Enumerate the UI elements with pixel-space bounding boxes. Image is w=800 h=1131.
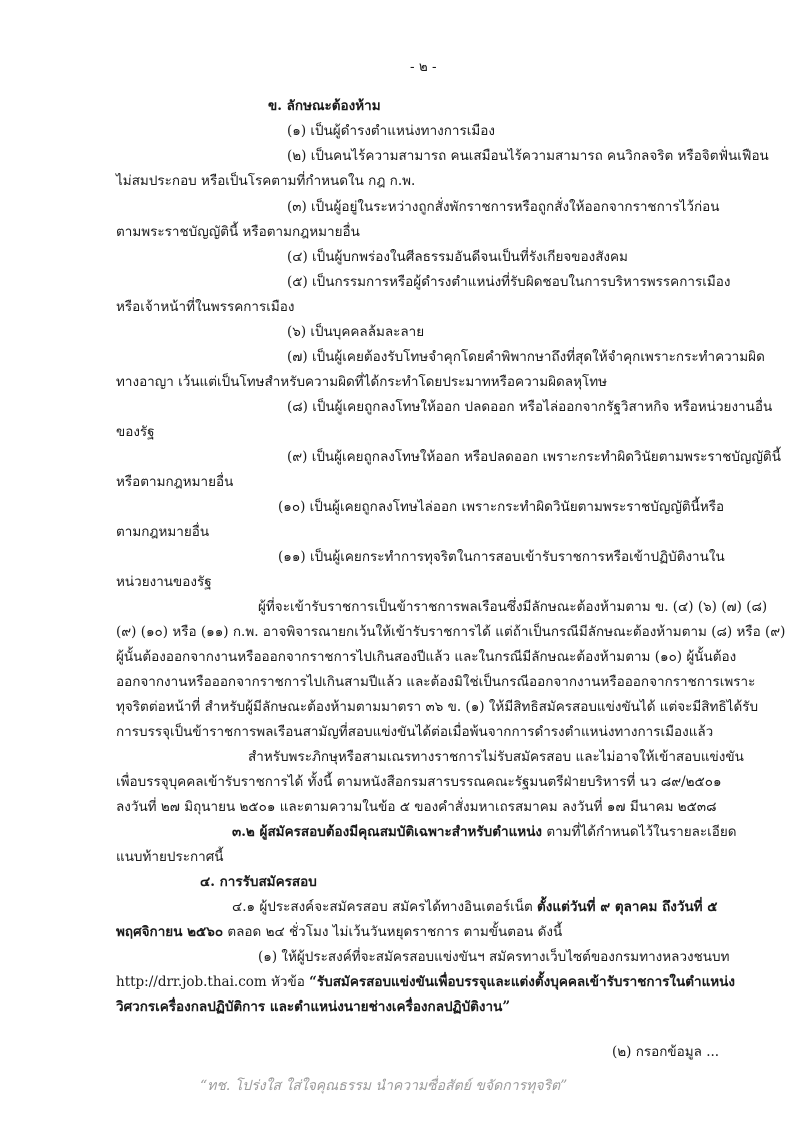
section-3-2-line-2: แนบท้ายประกาศนี้ [116,849,224,865]
exemption-para-line-6: การบรรจุเป็นข้าราชการพลเรือนสามัญที่สอบแข่งขันได้ต่อเมื่อพ้นจากการดำรงตำแหน่งทางการเมืองแล้ว [116,724,714,740]
section-4-1-line-1 [232,898,718,916]
item-5-line-1: (๕) เป็นกรรมการหรือผู้ดำรงตำแหน่งที่รับผิดชอบในการบริหารพรรคการเมือง [287,274,731,290]
item-10-line-2: ตามกฎหมายอื่น [116,524,210,540]
section-3-2-line-1 [232,823,737,841]
section-4-heading: ๔. การรับสมัครสอบ [200,874,317,890]
monk-para-line-2: เพื่อบรรจุบุคคลเข้ารับราชการได้ ทั้งนี้ ตามหนังสือกรมสารบรรณคณะรัฐมนตรีฝ่ายบริหารที่ นว ๘๙/๒๕๐๑ [116,774,722,790]
item-4: (๔) เป็นผู้บกพร่องในศีลธรรมอันดีจนเป็นที่รังเกียจของสังคม [287,249,628,265]
monk-para-line-3: ลงวันที่ ๒๗ มิถุนายน ๒๕๐๑ และตามความในข้อ ๕ ของคำสั่งมหาเถรสมาคม ลงวันที่ ๑๗ มีนาคม ๒๕๓๘ [116,799,717,815]
website-link[interactable]: http://drr.job.thai.com [116,974,267,990]
section-4-1-1-line-3: วิศวกรเครื่องกลปฏิบัติการ และตำแหน่งนายช่างเครื่องกลปฏิบัติงาน” [116,999,511,1015]
footer-slogan: “ทช. โปร่งใส ใส่ใจคุณธรรม นำความซื่อสัตย์ ขจัดการทุจริต” [200,1078,568,1094]
section-4-1-line-2 [116,923,562,941]
item-9-line-1: (๙) เป็นผู้เคยถูกลงโทษให้ออก หรือปลดออก เพราะกระทำผิดวินัยตามพระราชบัญญัตินี้ [287,449,781,465]
section-4-1-end-date: พฤศจิกายน ๒๕๖๐ [116,924,224,940]
section-3-2-heading: ๓.๒ ผู้สมัครสอบต้องมีคุณสมบัติเฉพาะสำหรับตำแหน่ง [232,824,543,840]
section-4-1-text-2: ตลอด ๒๔ ชั่วโมง ไม่เว้นวันหยุดราชการ ตามขั้นตอน ดังนี้ [223,924,563,940]
item-5-line-2: หรือเจ้าหน้าที่ในพรรคการเมือง [116,299,295,315]
item-1: (๑) เป็นผู้ดำรงตำแหน่งทางการเมือง [287,123,495,139]
section-4-1-1-line-2 [116,973,735,991]
item-8-line-2: ของรัฐ [116,424,155,440]
item-2-line-1: (๒) เป็นคนไร้ความสามารถ คนเสมือนไร้ความสามารถ คนวิกลจริต หรือจิตฟั่นเฟือน [287,148,769,164]
section-4-1-dates: ตั้งแต่วันที่ ๙ ตุลาคม ถึงวันที่ ๕ [537,899,718,915]
exemption-para-line-5: ทุจริตต่อหน้าที่ สำหรับผู้มีลักษณะต้องห้ามตามมาตรา ๓๖ ข. (๑) ให้มีสิทธิสมัครสอบแข่งขันได้ แต่จะมีสิทธิได้รับ [116,699,759,715]
item-3-line-1: (๓) เป็นผู้อยู่ในระหว่างถูกสั่งพักราชการหรือถูกสั่งให้ออกจากราชการไว้ก่อน [287,199,720,215]
exemption-para-line-4: ออกจากงานหรือออกจากราชการไปเกินสามปีแล้ว และต้องมิใช่เป็นกรณีออกจากงานหรือออกจากราชการเพราะ [116,674,756,690]
item-11-line-2: หน่วยงานของรัฐ [116,574,212,590]
item-2-line-2: ไม่สมประกอบ หรือเป็นโรคตามที่กำหนดใน กฎ ก.พ. [116,173,416,189]
item-9-line-2: หรือตามกฎหมายอื่น [116,474,234,490]
page-number: - ๒ - [410,59,437,75]
monk-para-line-1: สำหรับพระภิกษุหรือสามเณรทางราชการไม่รับสมัครสอบ และไม่อาจให้เข้าสอบแข่งขัน [248,749,744,765]
item-10-line-1: (๑๐) เป็นผู้เคยถูกลงโทษไล่ออก เพราะกระทำผิดวินัยตามพระราชบัญญัตินี้หรือ [278,499,725,515]
exemption-para-line-2: (๙) (๑๐) หรือ (๑๑) ก.พ. อาจพิจารณายกเว้นให้เข้ารับราชการได้ แต่ถ้าเป็นกรณีมีลักษณะต้องห้ามตาม (๘) หรือ (๙) [116,624,786,640]
topic-label: หัวข้อ [266,974,310,990]
topic-title-1: “รับสมัครสอบแข่งขันเพื่อบรรจุและแต่งตั้งบุคคลเข้ารับราชการในตำแหน่ง [309,974,735,990]
continuation-note: (๒) กรอกข้อมูล ... [612,1044,720,1060]
item-3-line-2: ตามพระราชบัญญัตินี้ หรือตามกฎหมายอื่น [116,224,360,240]
section-3-2-text: ตามที่ได้กำหนดไว้ในรายละเอียด [542,824,737,840]
section-heading-prohibitions: ข. ลักษณะต้องห้าม [268,98,381,114]
exemption-para-line-3: ผู้นั้นต้องออกจากงานหรือออกจากราชการไปเกินสองปีแล้ว และในกรณีมีลักษณะต้องห้ามตาม (๑๐) ผู้นั้นต้อง [116,649,737,665]
item-7-line-2: ทางอาญา เว้นแต่เป็นโทษสำหรับความผิดที่ได้กระทำโดยประมาทหรือความผิดลหุโทษ [116,374,608,390]
section-4-1-1-line-1: (๑) ให้ผู้ประสงค์ที่จะสมัครสอบแข่งขันฯ สมัครทางเว็บไซต์ของกรมทางหลวงชนบท [258,949,730,965]
section-4-1-text: ๔.๑ ผู้ประสงค์จะสมัครสอบ สมัครได้ทางอินเตอร์เน็ต [232,899,538,915]
exemption-para-line-1: ผู้ที่จะเข้ารับราชการเป็นข้าราชการพลเรือนซึ่งมีลักษณะต้องห้ามตาม ข. (๔) (๖) (๗) (๘) [258,599,768,615]
item-11-line-1: (๑๑) เป็นผู้เคยกระทำการทุจริตในการสอบเข้ารับราชการหรือเข้าปฏิบัติงานใน [278,549,725,565]
item-6: (๖) เป็นบุคคลล้มละลาย [287,324,425,340]
item-8-line-1: (๘) เป็นผู้เคยถูกลงโทษให้ออก ปลดออก หรือไล่ออกจากรัฐวิสาหกิจ หรือหน่วยงานอื่น [287,399,773,415]
item-7-line-1: (๗) เป็นผู้เคยต้องรับโทษจำคุกโดยคำพิพากษาถึงที่สุดให้จำคุกเพราะกระทำความผิด [287,349,765,365]
